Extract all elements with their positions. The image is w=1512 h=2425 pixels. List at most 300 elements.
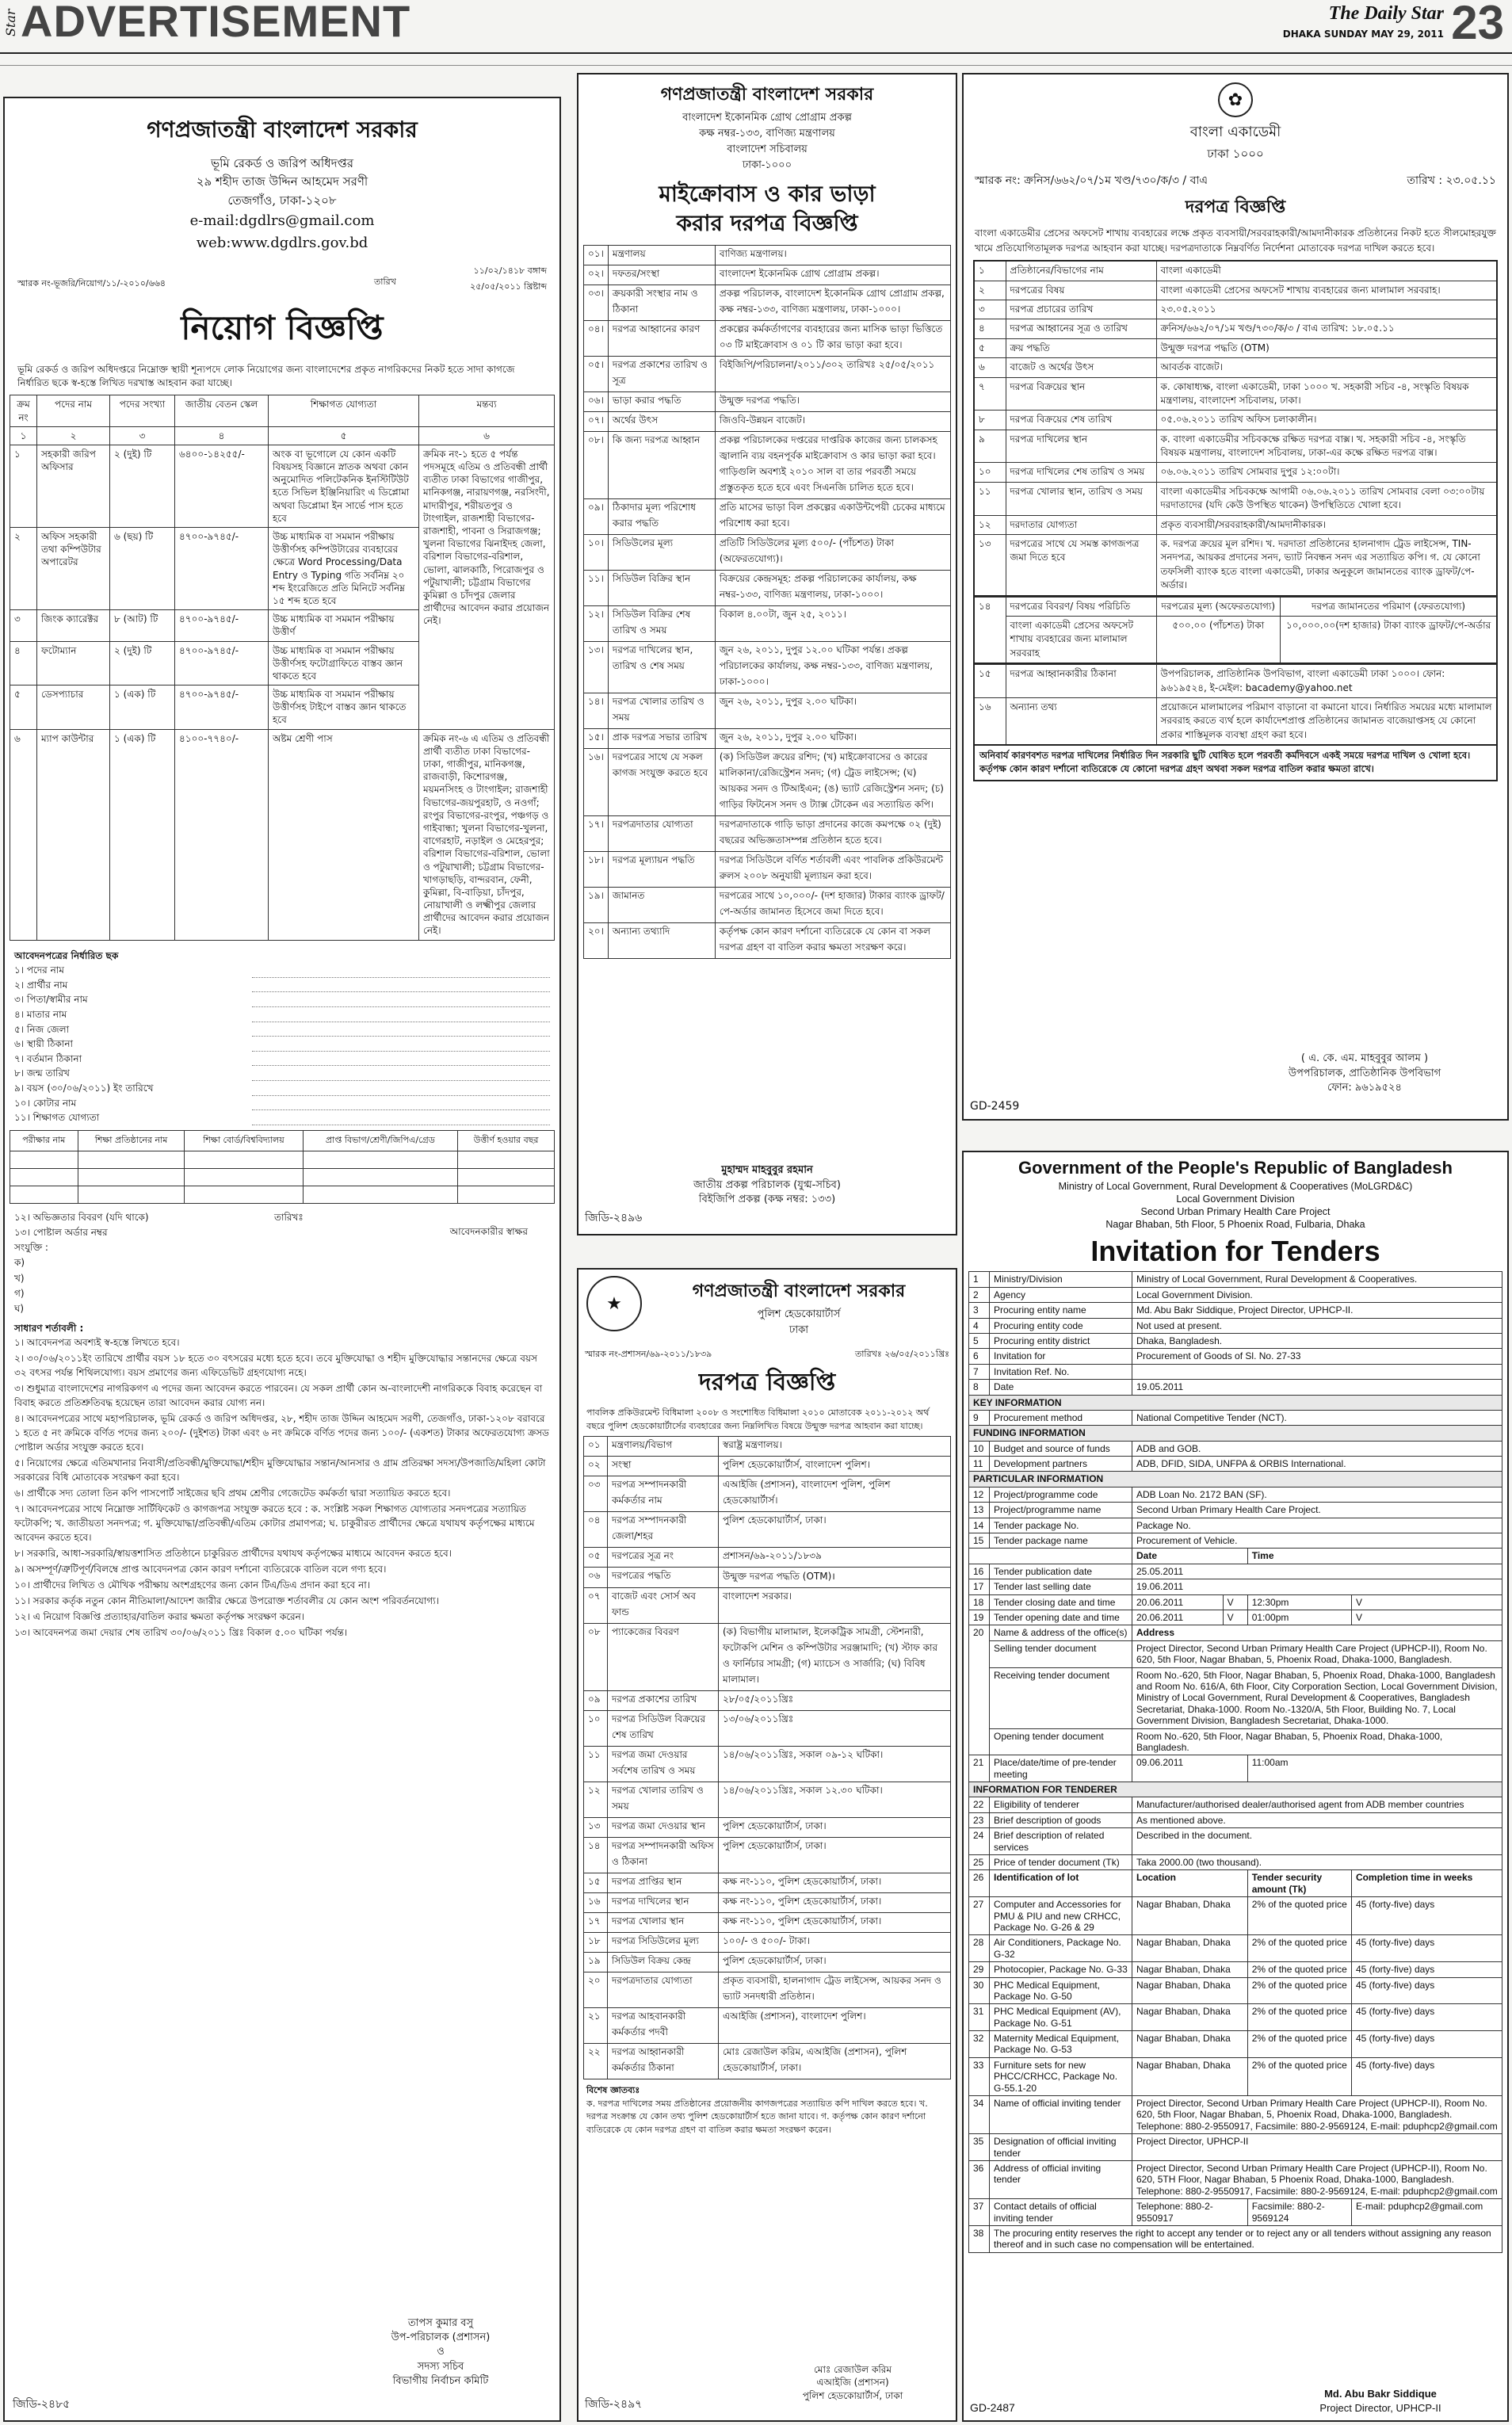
- ad4-row14-table: [973, 597, 1498, 665]
- term-item: ৬। প্রার্থীকে সদ্য তোলা তিন কপি পাসপোর্ট সাইজের ছবি প্রথম শ্রেণীর গেজেটেড কর্মকর্তা দ্বারা সত্যায়িত করতে হবে।: [14, 1487, 451, 1499]
- cell: ৬: [10, 729, 37, 940]
- cell: ১৫: [974, 665, 1006, 698]
- cell: ১৩/০৬/২০১১খ্রিঃ: [719, 1711, 951, 1747]
- cell: ১ (এক) টি: [110, 685, 175, 730]
- ad5-gd-number: GD-2487: [970, 2401, 1015, 2414]
- table-row: [584, 2044, 951, 2079]
- cell: দরপত্র সিডিউলে বর্ণিত শর্তাবলী এবং পাবলিক প্রকিউরমেন্ট রুলস ২০০৮ অনুযায়ী মূল্যায়ন করা হবে।: [715, 852, 950, 888]
- ad2-tender-table: [583, 245, 951, 959]
- ad5-gov-name: Government of the People's Republic of Bangladesh: [1018, 1158, 1453, 1178]
- form-field-label: ১। পদের নাম: [14, 964, 64, 976]
- cell: ১৩।: [584, 642, 609, 693]
- cell: কর্তৃপক্ষ কোন কারণ দর্শানো ব্যতিরেকে যে কোন বা সকল দরপত্র গ্রহণ বা বাতিল করার ক্ষমতা সংরক্ষণ করে।: [715, 923, 950, 959]
- cell: দরপত্র আহ্বানকারী কর্মকর্তার ঠিকানা: [608, 2044, 719, 2079]
- ad1-extra-5: গ): [14, 1287, 25, 1299]
- cell: National Competitive Tender (NCT).: [1132, 1410, 1502, 1425]
- cell: PARTICULAR INFORMATION: [969, 1472, 1502, 1487]
- cell: ১০।: [584, 535, 609, 571]
- cell: ADB, DFID, SIDA, UNFPA & ORBIS International.: [1132, 1457, 1502, 1472]
- table-row: [584, 1711, 951, 1747]
- cell: Md. Abu Bakr Siddique, Project Director, UPHCP-II.: [1132, 1303, 1502, 1318]
- police-emblem-icon: ★: [586, 1276, 642, 1331]
- cell: Dhaka, Bangladesh.: [1132, 1333, 1502, 1348]
- cell: Budget and source of funds: [990, 1441, 1132, 1456]
- table-row: [969, 1594, 1502, 1610]
- cell: 37: [969, 2199, 990, 2226]
- cell: Local Government Division.: [1132, 1287, 1502, 1302]
- table-row: [969, 2199, 1502, 2226]
- cell: 14: [969, 1518, 990, 1533]
- form-field-line: [252, 1066, 550, 1081]
- cell: ১৭: [584, 1913, 608, 1933]
- cell: অন্যান্য তথ্যাদি: [608, 923, 715, 959]
- table-row: [10, 445, 555, 527]
- table-row: [969, 1828, 1502, 1855]
- table-row: [969, 1287, 1502, 1302]
- ad2-city: ঢাকা-১০০০: [742, 159, 792, 172]
- ad3-memo: স্মারক নং-প্রশাসন/৬৯-২০১১/১৮৩৯: [585, 1349, 712, 1359]
- cell: (ক) সিডিউল ক্রয়ের রশিদ; (খ) মাইক্রোবাসের ও কারের মালিকানা/রেজিস্ট্রেশন সনদ; (গ) ট্রেড লাইসেন্স; (ঘ) আয়কর সনদ ও টিআইএন; (ঙ) ভ্যাট রেজিস্ট্রেশন সনদ; (চ) গাড়ির ফিটনেস সনদ ও ট্যাক্স টোকেন এর সত্যায়িত কপি।: [715, 749, 950, 816]
- table-row: [974, 319, 1497, 338]
- cell: 20.06.2011: [1132, 1594, 1224, 1610]
- cell: Agency: [990, 1287, 1132, 1302]
- table-row: [584, 1548, 951, 1568]
- table-row: [584, 852, 951, 888]
- ad1-date-label: তারিখ: [374, 276, 396, 287]
- table-row: [969, 1782, 1502, 1797]
- table-row: [584, 1457, 951, 1476]
- cell: অষ্টম শ্রেণী পাস: [269, 729, 419, 940]
- ad2-gd-number: জিডি-২৪৯৬: [585, 1212, 643, 1224]
- table-row: [969, 1812, 1502, 1827]
- cell: এআইজি (প্রশাসন), বাংলাদেশ পুলিশ।: [719, 2008, 951, 2044]
- cell: দরপত্র খোলার স্থান, তারিখ ও সময়: [1006, 482, 1156, 515]
- table-row: [584, 1437, 951, 1457]
- cell: দরপত্র প্রাপ্তির স্থান: [608, 1873, 719, 1893]
- ad1-applicant-signature: আবেদনকারীর স্বাক্ষর: [449, 1225, 528, 1237]
- cell: অফিস সহকারী তথা কম্পিউটার অপারেটর: [37, 528, 110, 610]
- table-row: [974, 535, 1497, 596]
- cell: 20.06.2011: [1132, 1610, 1224, 1625]
- cell: বাংলা একাডেমীর সচিবকক্ষে আগামী ০৬.০৬.২০১১ তারিখ সোমবার বেলা ০৩:০০টায় দরদাতাদের (যদি কেউ উপস্থিত থাকেন) উপস্থিতিতে খোলা হবে।: [1156, 482, 1497, 515]
- ad2-title-line2: করার দরপত্র বিজ্ঞপ্তি: [676, 210, 858, 237]
- cell: ৪৭০০-৯৭৪৫/-: [175, 528, 269, 610]
- cell: কক্ষ নং-১১০, পুলিশ হেডকোয়ার্টার্স, ঢাকা।: [719, 1873, 951, 1893]
- cell: Time: [1247, 1549, 1502, 1564]
- table-row: [969, 1349, 1502, 1364]
- cell: Tender publication date: [990, 1564, 1132, 1579]
- cell: 2% of the quoted price: [1247, 1935, 1351, 1962]
- cell: ০৬.০৬.২০১১ তারিখ সোমবার দুপুর ১২:০০টা।: [1156, 463, 1497, 482]
- ad5-title: Invitation for Tenders: [1090, 1234, 1380, 1267]
- ad1-extra-4: খ): [14, 1272, 25, 1284]
- cell: 2% of the quoted price: [1247, 1962, 1351, 1977]
- cell: Air Conditioners, Package No. G-32: [990, 1935, 1132, 1962]
- cell: E-mail: pduphcp2@gmail.com: [1351, 2199, 1502, 2226]
- cell: 22: [969, 1797, 990, 1812]
- ad-vehicle-rental: [577, 73, 957, 1235]
- cell: ০৭: [584, 1588, 608, 1624]
- cell: Name of official inviting tender: [990, 2096, 1132, 2134]
- cell: পুলিশ হেডকোয়ার্টার্স, ঢাকা।: [719, 1512, 951, 1548]
- cell: 15: [969, 1533, 990, 1549]
- table-row: [974, 697, 1497, 745]
- cell: বাংলা একাডেমী প্রেসের অফসেট শাখায় ব্যবহারের জন্য মালামাল সরবরাহ: [1006, 617, 1156, 664]
- cell: ১২: [974, 515, 1006, 534]
- cell: ১৬: [974, 697, 1006, 745]
- term-item: ৪। আবেদনপত্রের সাথে মহাপরিচালক, ভূমি রেকর্ড ও জরিপ অধিদপ্তর, ২৮, শহীদ তাজ উদ্দিন আহমেদ সরণী, তেজগাঁও, ঢাকা-১২০৮ বরাবরে ১ হতে ৫ নং ক্রমিকে বর্ণিত পদের জন্য ২০০/- (দুইশত) টাকা এবং ৬ নং ক্রমিকে বর্ণিত পদের জন্য ১০০/- (একশত) টাকার অফেরতযোগ্য ক্রসড পোষ্টাল অর্ডার সংযুক্ত করতে হবে।: [14, 1413, 549, 1453]
- cell: ৩: [10, 610, 37, 641]
- term-item: ১। আবেদনপত্র অবশ্যই স্ব-হস্তে লিখতে হবে।: [14, 1337, 180, 1349]
- col-header: পদের সংখ্যা: [110, 395, 175, 426]
- table-row: [969, 1426, 1502, 1441]
- ad1-title: নিয়োগ বিজ্ঞপ্তি: [181, 307, 384, 347]
- cell: প্রতি মাসের ভাড়া বিল প্রকল্পের একাউন্টপেয়ী চেকের মাধ্যমে পরিশোধ করা হবে।: [715, 499, 950, 535]
- cell: দরপত্র সম্পাদনকারী অফিস ও ঠিকানা: [608, 1838, 719, 1873]
- cell: ০৯।: [584, 499, 609, 535]
- cell: 2: [969, 1287, 990, 1302]
- table-row: [584, 1476, 951, 1512]
- cell: Nagar Bhaban, Dhaka: [1132, 1935, 1248, 1962]
- cell: 20: [969, 1625, 990, 1755]
- cell: ০৩।: [584, 285, 609, 321]
- table-row: [584, 642, 951, 693]
- cell: ফটোম্যান: [37, 641, 110, 685]
- cell: ০৬: [584, 1568, 608, 1588]
- cell: ০২: [584, 1457, 608, 1476]
- cell: দরপত্র প্রকাশের তারিখ ও সূত্র: [608, 357, 715, 392]
- cell: [1132, 1364, 1502, 1379]
- cell: 12: [969, 1487, 990, 1502]
- col-header: পরীক্ষার নাম: [10, 1130, 78, 1151]
- cell: 38: [969, 2225, 990, 2252]
- cell: ০৫.০৬.২০১১ তারিখ অফিস চলাকালীন।: [1156, 411, 1497, 430]
- cell: বাংলা একাডেমী প্রেসের অফসেট শাখায় ব্যবহারের জন্য মালামাল সরবরাহ।: [1156, 281, 1497, 300]
- table-row: [969, 1503, 1502, 1518]
- ad1-date-en: ২৫/০৫/২০১১ খ্রিষ্টাব্দ: [470, 281, 547, 292]
- table-row: [584, 499, 951, 535]
- cell: প্রকৃত ব্যবসায়ী, হালনাগাদ ট্রেড লাইসেন্স, আয়কর সনদ ও ভ্যাট সনদধারী প্রতিষ্ঠান।: [719, 1972, 951, 2008]
- cell: Nagar Bhaban, Dhaka: [1132, 2004, 1248, 2031]
- cell: সিডিউল বিক্রির স্থান: [608, 571, 715, 606]
- table-row: [969, 1395, 1502, 1410]
- cell: ১০০/- ও ৫০০/- টাকা।: [719, 1933, 951, 1953]
- table-row: [584, 693, 951, 729]
- term-item: ১০। প্রার্থীদের লিখিত ও মৌখিক পরীক্ষায় অংশগ্রহণের জন্য কোন টিএ/ডিএ প্রদান করা হবে না।: [14, 1579, 371, 1591]
- table-row: [584, 321, 951, 357]
- table-row: [584, 1913, 951, 1933]
- ad1-terms-title: সাধারণ শর্তাবলী :: [14, 1323, 84, 1335]
- cell: 25.05.2011: [1132, 1564, 1502, 1579]
- cell: দরপত্র প্রচারের তারিখ: [1006, 300, 1156, 319]
- cell: ০৩: [584, 1476, 608, 1512]
- form-field-label: ৫। নিজ জেলা: [14, 1023, 70, 1035]
- table-row: [584, 285, 951, 321]
- cell: ১৪/০৬/২০১১খ্রিঃ, সকাল ০৯-১২ ঘটিকা।: [719, 1747, 951, 1782]
- cell: Completion time in weeks: [1351, 1870, 1502, 1897]
- form-field-line: [252, 963, 550, 978]
- table-row: [969, 1333, 1502, 1348]
- cell: ৫: [10, 685, 37, 730]
- table-row: [974, 281, 1497, 300]
- col-header: জাতীয় বেতন স্কেল: [175, 395, 269, 426]
- cell: কক্ষ নং-১১০, পুলিশ হেডকোয়ার্টার্স, ঢাকা।: [719, 1893, 951, 1913]
- ad1-signer-and: ও: [437, 2346, 445, 2358]
- cell: ২ (দুই) টি: [110, 641, 175, 685]
- cell: ১৪: [584, 1838, 608, 1873]
- cell: দরপত্রদাতাকে গাড়ি ভাড়া প্রদানের কাজে কমপক্ষে ০২ (দুই) বছরের অভিজ্ঞতাসম্পন্ন প্রতিষ্ঠান হতে হবে।: [715, 816, 950, 852]
- table-row: [584, 1893, 951, 1913]
- cell: Place/date/time of pre-tender meeting: [990, 1755, 1132, 1782]
- ad2-signer-office: বিইজিপি প্রকল্প (কক্ষ নম্বর: ১৩৩): [698, 1193, 836, 1205]
- table-row: [974, 482, 1497, 515]
- cell: মন্ত্রণালয়: [608, 246, 715, 265]
- cell: ১৮।: [584, 852, 609, 888]
- cell: ঠিকাদার মূল্য পরিশোধ করার পদ্ধতি: [608, 499, 715, 535]
- cell: Manufacturer/authorised dealer/authorised agent from ADB member countries: [1132, 1797, 1502, 1812]
- divider: [0, 65, 1512, 66]
- table-row: [584, 246, 951, 265]
- table-row: [969, 2031, 1502, 2058]
- cell: দরপত্র খোলার তারিখ ও সময়: [608, 693, 715, 729]
- cell: ক. দরপত্র ক্রয়ের মূল রশিদ। খ. দরদাতা প্রতিষ্ঠানের হালনাগাদ ট্রেড লাইসেন্স, TIN-সনদপত্র, আয়কর প্রদানের সনদ, ভ্যাট নিবন্ধন সনদ এর সত্যায়িত কপি। গ. যে কোনো তফসিলী ব্যাংক হতে বাংলা একাডেমী, ঢাকার অনুকূলে জামানতের ব্যাংক ড্রাফট/পে-অর্ডার।: [1156, 535, 1497, 596]
- cell: পুলিশ হেডকোয়ার্টার্স, বাংলাদেশ পুলিশ।: [719, 1457, 951, 1476]
- cell: ক্রনিস/৬৬২/০৭/১ম খণ্ড/৭৩০/ক/৩ / বাএ তারিখ: ১৮.০৫.১১: [1156, 319, 1497, 338]
- table-row: [969, 1380, 1502, 1395]
- table-row: [969, 1935, 1502, 1962]
- form-field-label: ৪। মাতার নাম: [14, 1009, 67, 1020]
- cell: ১ (এক) টি: [110, 729, 175, 940]
- cell: দরপত্র দাখিলের শেষ তারিখ ও সময়: [1006, 463, 1156, 482]
- cell: ৩: [974, 300, 1006, 319]
- cell: Identification of lot: [990, 1870, 1132, 1897]
- cell: সিডিউল বিক্রির শেষ তারিখ ও সময়: [608, 606, 715, 642]
- table-row: [969, 1667, 1502, 1728]
- cell: ০৭।: [584, 412, 609, 432]
- cell: Address of official inviting tender: [990, 2161, 1132, 2199]
- table-row: [584, 1512, 951, 1548]
- cell: INFORMATION FOR TENDERER: [969, 1782, 1502, 1797]
- cell: Invitation Ref. No.: [990, 1364, 1132, 1379]
- cell: উন্মুক্ত দরপত্র পদ্ধতি (OTM): [1156, 338, 1497, 357]
- col-header: উত্তীর্ণ হওয়ার বছর: [458, 1130, 555, 1151]
- cell: বিইজিপি/পরিচালনা/২০১১/৩০২ তারিখঃ ২৫/০৫/২০১১: [715, 357, 950, 392]
- cell: ডেসপ্যাচার: [37, 685, 110, 730]
- cell: PHC Medical Equipment, Package No. G-50: [990, 1977, 1132, 2004]
- cell: 3: [969, 1303, 990, 1318]
- cell: দরপত্রের বিবরণ/ বিষয় পরিচিতি: [1006, 597, 1156, 616]
- cell: 45 (forty-five) days: [1351, 2031, 1502, 2058]
- cell: Photocopier, Package No. G-33: [990, 1962, 1132, 1977]
- table-row: [584, 1747, 951, 1782]
- table-row: [969, 1533, 1502, 1549]
- cell: ২৮/০৫/২০১১খ্রিঃ: [719, 1691, 951, 1711]
- cell: 19.05.2011: [1132, 1380, 1502, 1395]
- cell: প্রশাসন/৬৯-২০১১/১৮৩৯: [719, 1548, 951, 1568]
- table-row: [969, 1272, 1502, 1287]
- cell: 2% of the quoted price: [1247, 2057, 1351, 2095]
- ad4-signer-phone: ফোন: ৯৬১৯৫২৪: [1327, 1081, 1402, 1094]
- ad3-tender-table: [583, 1436, 951, 2079]
- form-field-line: [252, 978, 550, 993]
- ad1-memo: স্মারক নং-ভূজরি/নিয়োগ/১১/-২০১০/৬৬৪: [17, 277, 166, 288]
- ad3-title: দরপত্র বিজ্ঞপ্তি: [698, 1369, 836, 1396]
- cell: 45 (forty-five) days: [1351, 1962, 1502, 1977]
- cell: Invitation for: [990, 1349, 1132, 1364]
- cell: 11: [969, 1457, 990, 1472]
- cell: দরপত্র খোলার তারিখ ও সময়: [608, 1782, 719, 1818]
- cell: উচ্চ মাধ্যমিক বা সমমান পরীক্ষায় উত্তীর্ণসহ ফটোগ্রাফিতে বাস্তব জ্ঞান থাকতে হবে: [269, 641, 419, 685]
- table-row: [974, 377, 1497, 411]
- cell: 11:00am: [1247, 1755, 1502, 1782]
- ad1-extra-2: সংযুক্তি :: [14, 1242, 48, 1254]
- masthead: [0, 0, 1512, 54]
- cell: 29: [969, 1962, 990, 1977]
- cell: ৬: [974, 358, 1006, 377]
- ad1-gov-name: গণপ্রজাতন্ত্রী বাংলাদেশ সরকার: [147, 116, 418, 143]
- cell: দরপত্র সিডিউল বিক্রয়ের শেষ তারিখ: [608, 1711, 719, 1747]
- cell: ২০: [584, 1972, 608, 2008]
- cell: 2% of the quoted price: [1247, 2004, 1351, 2031]
- cell: ১২: [584, 1782, 608, 1818]
- cell: জিওবি-উন্নয়ন বাজেট।: [715, 412, 950, 432]
- term-item: ১২। এ নিয়োগ বিজ্ঞপ্তি প্রত্যাহার/বাতিল করার ক্ষমতা কর্তৃপক্ষ সংরক্ষণ করেন।: [14, 1611, 305, 1623]
- cell: Procuring entity name: [990, 1303, 1132, 1318]
- table-row: [969, 2134, 1502, 2161]
- cell: 32: [969, 2031, 990, 2058]
- cell: V: [1351, 1610, 1502, 1625]
- cell: ০৬।: [584, 392, 609, 412]
- table-row: [584, 729, 951, 749]
- ad1-addr2: তেজগাঁও, ঢাকা-১২০৮: [227, 193, 337, 208]
- cell: প্রতিষ্ঠানের/বিভাগের নাম: [1006, 261, 1156, 281]
- cell: Furniture sets for new PHCC/CRHCC, Package No. G-55.1-20: [990, 2057, 1132, 2095]
- ad1-form-fields: [14, 963, 550, 1125]
- cell: ০৮।: [584, 432, 609, 499]
- ad1-posts-table: [10, 395, 555, 940]
- table-row: [584, 1838, 951, 1873]
- form-field-label: ৯। বয়স (৩০/০৬/২০১১) ইং তারিখে: [14, 1082, 154, 1094]
- cell: ৪: [974, 319, 1006, 338]
- cell: Tender package name: [990, 1533, 1132, 1549]
- cell: দরপত্র আহ্বানকারীর ঠিকানা: [1006, 665, 1156, 698]
- table-row: [584, 571, 951, 606]
- ad3-city: ঢাকা: [789, 1324, 808, 1337]
- cell: Address: [1132, 1625, 1502, 1640]
- cell: Procurement of Vehicle.: [1132, 1533, 1502, 1549]
- cell: ১৪।: [584, 693, 609, 729]
- cell: ক্রমিক নং-৬ এ এতিম ও প্রতিবন্ধী প্রার্থী ব্যতীত ঢাকা বিভাগের-ঢাকা, গাজীপুর, মানিকগঞ্জ, রাজবাড়ী, কিশোরগঞ্জ, ময়মনসিংহ ও টাংগাইল; রাজশাহী বিভাগের-জয়পুরহাট, ও নওগাঁ; রংপুর বিভাগের-রংপুর, পঞ্চগড় ও গাইবান্ধা; খুলনা বিভাগের-খুলনা, বাগেরহাট, নড়াইল ও মেহেরপুর; বরিশাল বিভাগের-বরিশাল, ভোলা ও পটুয়াখালী; চট্টগ্রাম বিভাগের-খাগড়াছড়ি, বান্দরবান, ফেনী, কুমিল্লা, বি-বাড়িয়া, চাঁদপুর, নোয়াখালী ও লক্ষ্মীপুর জেলার প্রার্থীদের আবেদন করার প্রয়োজন নেই।: [419, 729, 555, 940]
- cell: ১৪: [974, 597, 1006, 663]
- ad4-title: দরপত্র বিজ্ঞপ্তি: [1185, 197, 1286, 217]
- table-row: [969, 1640, 1502, 1667]
- cell: ৬৪০০-১৪২৫৫/-: [175, 445, 269, 527]
- table-row: [584, 2008, 951, 2044]
- ad4-signer-name: ( এ. কে. এম. মাহবুবুর আলম ): [1300, 1052, 1429, 1065]
- cell: Designation of official inviting tender: [990, 2134, 1132, 2161]
- cell: ক. বাংলা একাডেমীর সচিবকক্ষে রক্ষিত দরপত্র বাক্স। খ. সহকারী সচিব -৪, সংস্কৃতি বিষয়ক মন্ত্রণালয়, বাংলাদেশ সচিবালয়, ঢাকা-এর কক্ষে রক্ষিত দরপত্র বাক্স।: [1156, 430, 1497, 463]
- cell: উচ্চ মাধ্যমিক বা সমমান পরীক্ষায় উত্তীর্ণসহ কম্পিউটারের ব্যবহারের ক্ষেত্রে Word Processing/Data Entry ও Typing গতি সর্বনিম্ন ২০ শব্দ ইংরেজিতে প্রতি মিনিটে সর্বনিম্ন ১৫ শব্দ হতে হবে: [269, 528, 419, 610]
- cell: Nagar Bhaban, Dhaka: [1132, 2031, 1248, 2058]
- cell: 17: [969, 1579, 990, 1594]
- cell: 36: [969, 2161, 990, 2199]
- table-row: [584, 412, 951, 432]
- cell: দরপত্র সিডিউলের মূল্য: [608, 1933, 719, 1953]
- cell: Brief description of related services: [990, 1828, 1132, 1855]
- cell: V: [1351, 1594, 1502, 1610]
- form-field-label: ৮। জন্ম তারিখ: [14, 1067, 70, 1079]
- cell: Tender opening date and time: [990, 1610, 1132, 1625]
- cell: ১৬।: [584, 749, 609, 816]
- form-field-label: ৭। বর্তমান ঠিকানা: [14, 1052, 82, 1064]
- ad1-intro: ভূমি রেকর্ড ও জরিপ অধিদপ্তরে নিম্নোক্ত স্থায়ী শূন্যপদে লোক নিয়োগের জন্য বাংলাদেশের প্রকৃত নাগরিকদের নিকট হতে সাদা কাগজে নির্ধারিত ছকে স্ব-হস্তে লিখিত দরখাস্ত আহবান করা যাচ্ছে।: [17, 363, 515, 388]
- cell: 10: [969, 1441, 990, 1456]
- cell: 45 (forty-five) days: [1351, 1897, 1502, 1935]
- cell: Opening tender document: [990, 1728, 1132, 1755]
- ad2-room: কক্ষ নম্বর-১৩৩, বাণিজ্য মন্ত্রণালয়: [699, 128, 835, 140]
- cell: বিকাল ৪.০০টা, জুন ২৫, ২০১১।: [715, 606, 950, 642]
- cell: পুলিশ হেডকোয়ার্টার্স, ঢাকা।: [719, 1838, 951, 1873]
- form-field-line: [252, 1052, 550, 1067]
- cell: ২০।: [584, 923, 609, 959]
- ad4-tender-table-2: [973, 664, 1498, 746]
- table-row: [969, 1962, 1502, 1977]
- cell: কি জন্য দরপত্র আহ্বান: [608, 432, 715, 499]
- cell: দরপত্র প্রকাশের তারিখ: [608, 1691, 719, 1711]
- cell: প্রকল্প পরিচালক, বাংলাদেশ ইকোনমিক গ্রোথ প্রোগ্রাম প্রকল্প, কক্ষ নম্বর-১৩৩, বাণিজ্য মন্ত্রণালয়, ঢাকা-১০০০।: [715, 285, 950, 321]
- ad1-form-title: আবেদনপত্রের নির্ধারিত ছক: [14, 949, 119, 961]
- table-row: [974, 358, 1497, 377]
- cell: সহকারী জরিপ অফিসার: [37, 445, 110, 527]
- cell: ১৭।: [584, 816, 609, 852]
- table-row: [969, 2161, 1502, 2199]
- cell: পুলিশ হেডকোয়ার্টার্স, ঢাকা।: [719, 1953, 951, 1972]
- cell: V: [1223, 1594, 1247, 1610]
- form-field-label: ৬। স্থায়ী ঠিকানা: [14, 1038, 74, 1050]
- cell: প্রকল্প পরিচালকের দপ্তরের দাপ্তরিক কাজের জন্য চালকসহ জ্বালানি ব্যয় বহনপূর্বক মাইক্রোবাস ও কার ভাড়া করা হবে। গাড়িগুলি অবশ্যই ২০১০ সাল বা তার পরবর্তী সময়ে প্রস্তুতকৃত হতে হবে এবং সিএনজি চালিত হতে হবে।: [715, 432, 950, 499]
- cell: দরপত্র বিক্রয়ের শেষ তারিখ: [1006, 411, 1156, 430]
- cell: Room No.-620, 5th Floor, Nagar Bhaban, 5, Phoenix Road, Dhaka-1000, Bangladesh and Room No. 616/A, 6th Floor, City Corporation Section, Local Government Division, Ministry of Local Government, Rural Development & Cooperatives, Bangladesh Secretariat, Dhaka-1000. Room No.-1320/A, 5th Floor, Building No. 7, Local Government Division, Bangladesh Secretariat, Dhaka-1000.: [1132, 1667, 1502, 1728]
- cell: Selling tender document: [990, 1640, 1132, 1667]
- cell: Contact details of official inviting tender: [990, 2199, 1132, 2226]
- cell: 19.06.2011: [1132, 1579, 1502, 1594]
- cell: 45 (forty-five) days: [1351, 1935, 1502, 1962]
- col-number: ২: [37, 426, 110, 445]
- cell: ১১: [974, 482, 1006, 515]
- cell: জুন ২৬, ২০১১, দুপুর ২.০০ ঘটিকা।: [715, 693, 950, 729]
- cell: আবর্তক বাজেট।: [1156, 358, 1497, 377]
- page-number: 23: [1451, 0, 1504, 49]
- col-number: ৪: [175, 426, 269, 445]
- cell: Project Director, Second Urban Primary Health Care Project (UPHCP-II), Room No. 620, 5th Floor, Nagar Bhaban, 5, Phoenix Road, Dhaka-1000, Bangladesh. Telephone: 880-2-9550917, Facsimile: 880-2-9569124, E-mail: pduphcp2@gmail.com: [1132, 2096, 1502, 2134]
- cell: 7: [969, 1364, 990, 1379]
- ad2-project: বাংলাদেশ ইকোনমিক গ্রোথ প্রোগ্রাম প্রকল্প: [682, 112, 852, 124]
- cell: 33: [969, 2057, 990, 2095]
- cell: প্রাক দরপত্র সভার তারিখ: [608, 729, 715, 749]
- cell: ১৯: [584, 1953, 608, 1972]
- ad1-signer-role: সদস্য সচিব: [417, 2360, 464, 2373]
- cell: ৪৭০০-৯৭৪৫/-: [175, 641, 269, 685]
- ad3-notes: ক. দরপত্র দাখিলের সময় প্রতিষ্ঠানের প্রয়োজনীয় কাগজপত্রের সত্যায়িত কপি দাখিল করতে হবে। খ. দরপত্র সংক্রান্ত যে কোন তথ্য পুলিশ হেডকোয়ার্টার্স হতে জানা যাবে। গ. কর্তৃপক্ষ কোন কারণ দর্শানো ব্যতিরেকে যে কোন দরপত্র গ্রহণ বা বাতিল করার ক্ষমতা সংরক্ষণ করেন।: [586, 2098, 928, 2135]
- table-row: [969, 1457, 1502, 1472]
- cell: প্রয়োজনে মালামালের পরিমাণ বাড়ানো বা কমানো যাবে। নির্ধারিত সময়ের মধ্যে মালামাল সরবরাহ করতে ব্যর্থ হলে কার্যাদেশপ্রাপ্ত প্রতিষ্ঠানের জামানত বাজেয়াপ্তসহ যে কোনো প্রকার শাস্তিমূলক ব্যবস্থা গ্রহণ করা হবে।: [1156, 697, 1497, 745]
- cell: Tender last selling date: [990, 1579, 1132, 1594]
- cell: স্বরাষ্ট্র মন্ত্রণালয়।: [719, 1437, 951, 1457]
- cell: দরপত্র দাখিলের স্থান, তারিখ ও শেষ সময়: [608, 642, 715, 693]
- cell: জামানত: [608, 888, 715, 923]
- cell: দরপত্র জমা দেওয়ার সর্বশেষ তারিখ ও সময়: [608, 1747, 719, 1782]
- ad4-memo: স্মারক নং: ক্রনিস/৬৬২/০৭/১ম খণ্ড/৭৩০/ক/৩ / বাএ: [975, 174, 1208, 187]
